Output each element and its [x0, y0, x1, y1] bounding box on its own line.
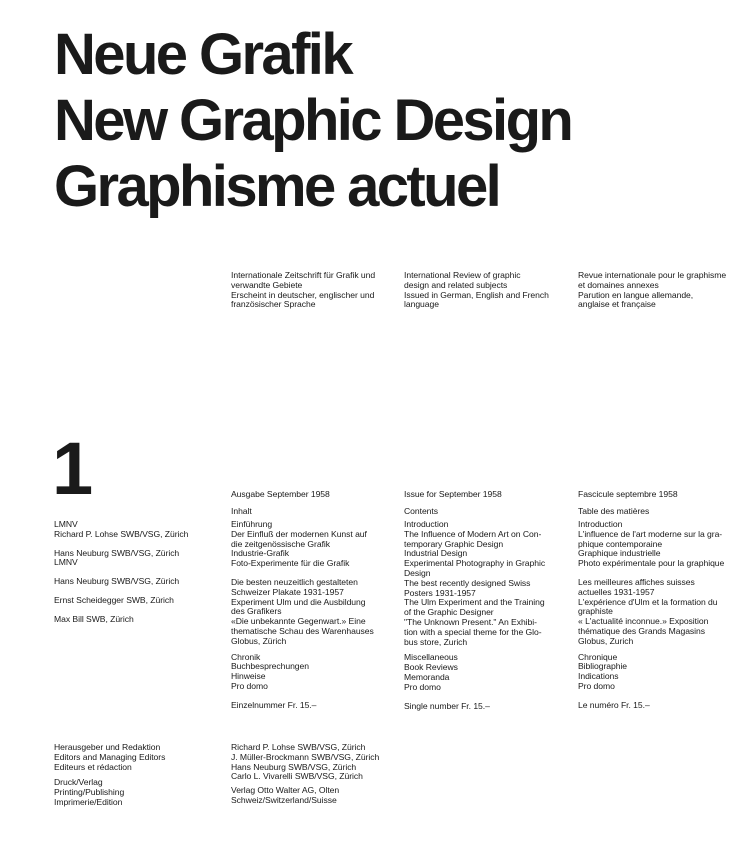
contents-heading-german: Inhalt — [231, 506, 252, 516]
title-line-english: New Graphic Design — [54, 88, 572, 153]
price-english: Single number Fr. 15.– — [404, 700, 490, 711]
editors-list: Richard P. Lohse SWB/VSG, Zürich J. Müller-Brockmann SWB/VSG, Zürich Hans Neuburg SWB/VSG, Zürich Carlo L. Vivarelli SWB/VSG, Zürich — [231, 742, 380, 782]
contents-english: Introduction The Influence of Modern Art on Con- temporary Graphic Design Industrial Design Experimental Photography in Graphic Design The best recently designed Swiss Posters 1931-1957 The Ulm Experiment and the Training of the Graphic Designer "The Unknown Present." An Exhibi- tion with a special theme for the Glo- bus store, Zurich Miscellaneous Book Reviews Memoranda Pro domo Single number Fr. 15.– — [404, 520, 564, 711]
price-french: Le numéro Fr. 15.– — [578, 699, 650, 710]
issue-date-french: Fascicule septembre 1958 — [578, 489, 678, 499]
contents-heading-english: Contents — [404, 506, 438, 516]
publisher-label: Druck/Verlag Printing/Publishing Imprimerie/Edition — [54, 777, 125, 807]
contents-heading-french: Table des matières — [578, 506, 650, 516]
author-group-4: Ernst Scheidegger SWB, Zürich — [54, 594, 174, 605]
issue-number: 1 — [52, 427, 92, 510]
authors-column: LMNV Richard P. Lohse SWB/VSG, Zürich Hans Neuburg SWB/VSG, Zürich LMNV Hans Neuburg SWB/VSG, Zürich Ernst Scheidegger SWB, Zürich Max Bill SWB, Zürich — [54, 520, 214, 625]
author-group-1: LMNV — [54, 519, 78, 529]
contents-german: Einführung Der Einfluß der modernen Kunst auf die zeitgenössische Grafik Industrie-Grafik Foto-Experimente für die Grafik Die besten neuzeitlich gestalteten Schweizer Plakate 1931-1957 Experiment Ulm und die Ausbildung des Grafikers «Die unbekannte Gegenwart.» Eine thematische Schau des Warenhauses Globus, Zürich Chronik Buchbesprechungen Hinweise Pro domo Einzelnummer Fr. 15.– — [231, 520, 391, 711]
price-german: Einzelnummer Fr. 15.– — [231, 699, 317, 710]
author-group-2: Hans Neuburg SWB/VSG, Zürich — [54, 547, 180, 558]
author-group-3: Hans Neuburg SWB/VSG, Zürich — [54, 576, 180, 587]
author-group-5: Max Bill SWB, Zürich — [54, 613, 134, 624]
subtitle-english: International Review of graphic design and related subjects Issued in German, English and French language — [404, 270, 549, 310]
title-line-french: Graphisme actuel — [54, 154, 500, 219]
magazine-title — [54, 22, 571, 220]
issue-date-english: Issue for September 1958 — [404, 489, 502, 499]
issue-date-german: Ausgabe September 1958 — [231, 489, 330, 499]
publisher-info: Verlag Otto Walter AG, Olten Schweiz/Switzerland/Suisse — [231, 785, 340, 805]
contents-french: Introduction L'influence de l'art moderne sur la gra- phique contemporaine Graphique industrielle Photo expérimentale pour la graphique Les meilleures affiches suisses actuelles 1931-1957 L'expérience d'Ulm et la formation du graphiste « L'actualité inconnue.» Exposition thématique des Grands Magasins Globus, Zurich Chronique Bibliographie Indications Pro domo Le numéro Fr. 15.– — [578, 520, 738, 711]
editors-label: Herausgeber und Redaktion Editors and Managing Editors Editeurs et rédaction — [54, 742, 166, 772]
title-line-german: Neue Grafik — [54, 22, 351, 87]
subtitle-german: Internationale Zeitschrift für Grafik und verwandte Gebiete Erscheint in deutscher, englischer und französischer Sprache — [231, 270, 376, 310]
subtitle-french: Revue internationale pour le graphisme et domaines annexes Parution en langue allemande, anglaise et française — [578, 270, 727, 310]
